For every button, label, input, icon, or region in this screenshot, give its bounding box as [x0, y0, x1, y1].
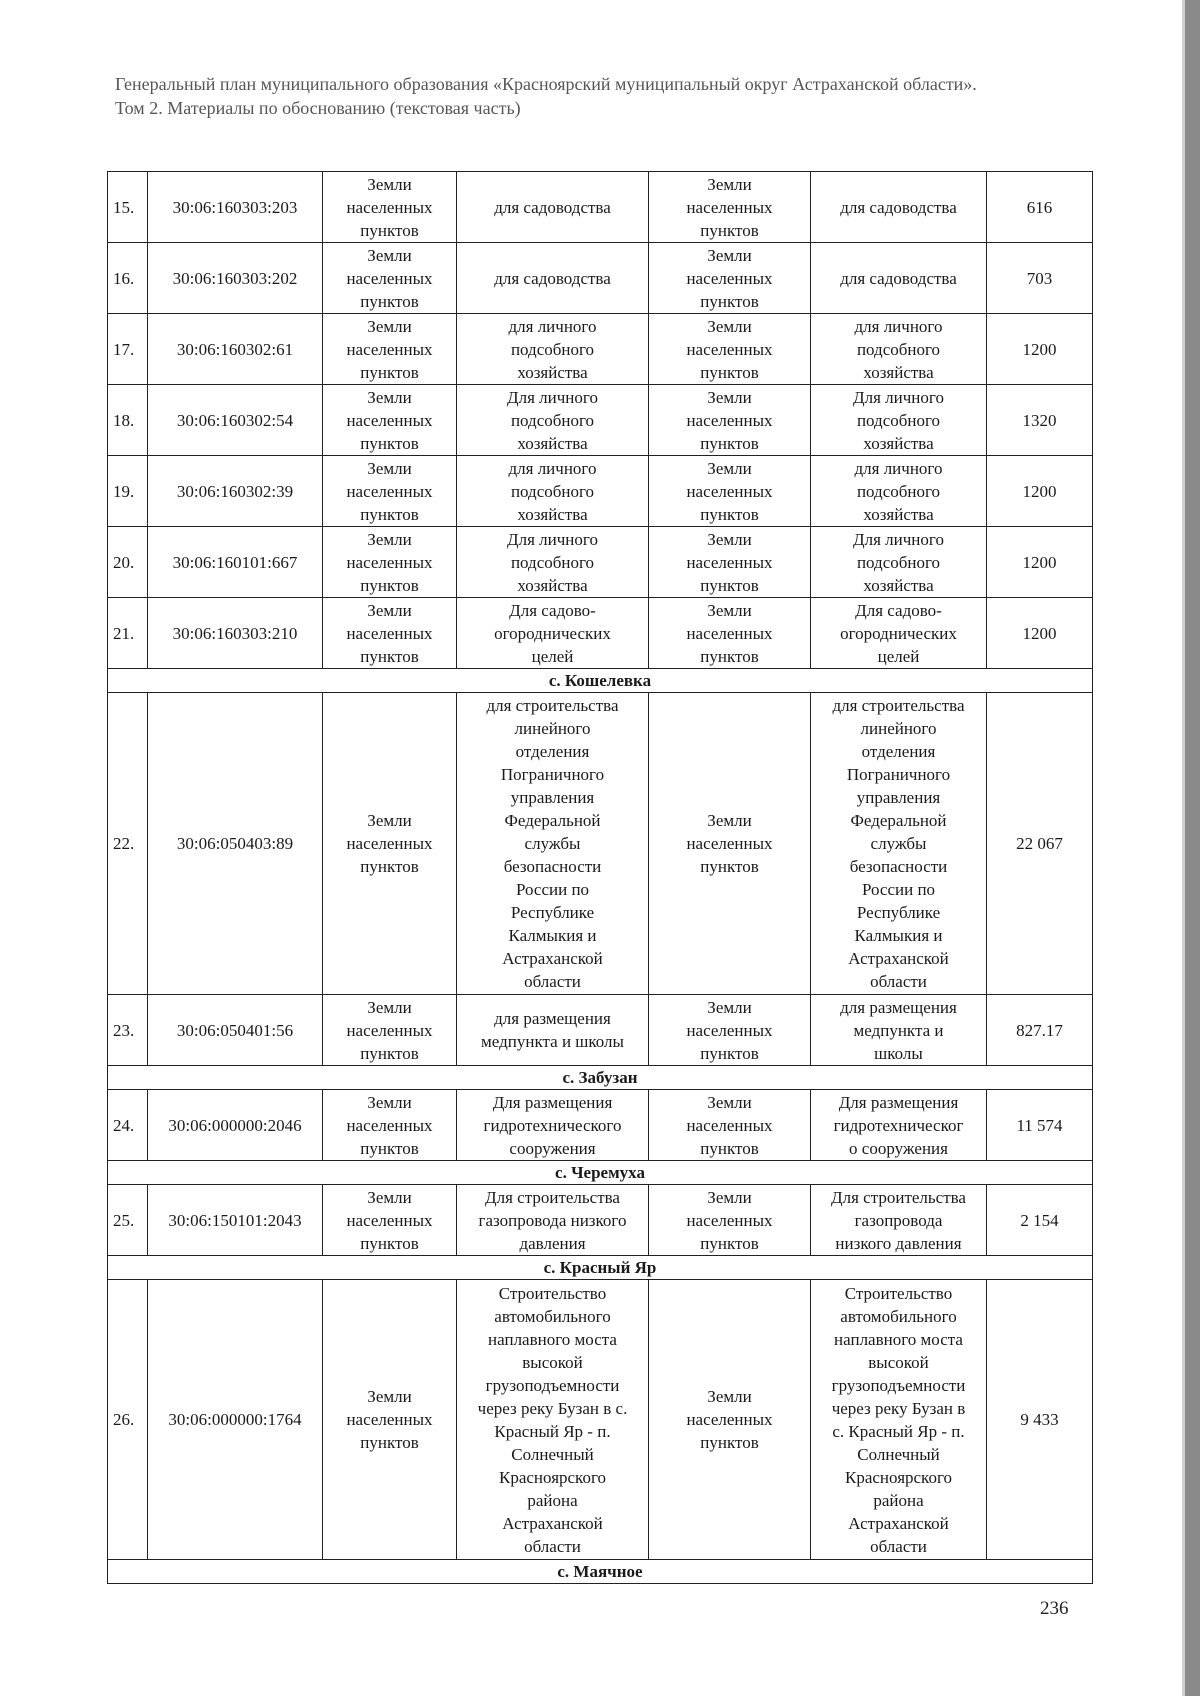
permitted-use-planned-cell-line: Республике — [856, 903, 941, 922]
row-number-cell: 26. — [108, 1280, 148, 1560]
land-category-planned-cell-line: населенных — [686, 1020, 773, 1040]
land-category-cell — [323, 1185, 457, 1256]
permitted-use-planned-cell-line: целей — [877, 646, 920, 666]
land-category-planned-cell-line: пунктов — [700, 291, 759, 311]
permitted-use-planned-cell-line: Для личного — [853, 529, 944, 549]
table-row — [108, 243, 1093, 314]
permitted-use-planned-cell — [811, 314, 987, 385]
land-category-cell-line: населенных — [346, 623, 433, 643]
row-number-cell: 19. — [108, 456, 148, 527]
permitted-use-planned-cell-line: хозяйства — [863, 575, 934, 595]
land-category-planned-cell-line: населенных — [686, 268, 773, 288]
land-category-cell-line: Земли — [367, 529, 412, 549]
land-category-cell-line: населенных — [346, 197, 433, 217]
land-category-planned-cell — [649, 1280, 811, 1560]
section-heading-row — [108, 1256, 1093, 1280]
permitted-use-cell-line: линейного — [514, 719, 591, 738]
land-category-planned-cell-line: населенных — [686, 1210, 773, 1230]
land-plots-table — [107, 171, 1093, 1584]
land-category-cell — [323, 995, 457, 1066]
permitted-use-planned-cell — [811, 1280, 987, 1560]
permitted-use-planned-cell-line: подсобного — [856, 481, 941, 501]
permitted-use-cell-line: через реку Бузан в с. — [477, 1398, 628, 1418]
land-category-cell-line: пунктов — [360, 504, 419, 524]
permitted-use-planned-cell-line: грузоподъемности — [831, 1375, 966, 1395]
land-category-cell-line: пунктов — [360, 362, 419, 382]
land-category-cell-line: Земли — [367, 1092, 412, 1112]
permitted-use-planned-cell-line: хозяйства — [863, 433, 934, 453]
permitted-use-planned-cell-line: через реку Бузан в — [831, 1398, 966, 1418]
land-category-planned-cell-line: населенных — [686, 552, 773, 572]
section-heading-row — [108, 1161, 1093, 1185]
permitted-use-planned-cell — [811, 995, 987, 1066]
permitted-use-planned-cell-line: Солнечный — [857, 1444, 940, 1464]
permitted-use-cell-line: области — [524, 1536, 581, 1556]
land-plots-table-body — [108, 172, 1093, 1584]
area-cell: 22 067 — [987, 693, 1093, 995]
permitted-use-planned-cell-line: хозяйства — [863, 504, 934, 524]
permitted-use-cell — [457, 314, 649, 385]
land-category-planned-cell-line: пунктов — [700, 433, 759, 453]
permitted-use-planned-cell — [811, 527, 987, 598]
permitted-use-cell-line: Федеральной — [504, 811, 601, 830]
land-category-planned-cell-line: Земли — [707, 245, 752, 265]
land-category-cell-line: пунктов — [360, 220, 419, 240]
land-category-planned-cell-line: пунктов — [700, 220, 759, 240]
table-row — [108, 172, 1093, 243]
permitted-use-cell-line: Астраханской — [502, 949, 603, 968]
page-edge-shadow — [1182, 0, 1200, 1696]
permitted-use-planned-cell-line: области — [870, 972, 927, 991]
land-category-cell — [323, 1090, 457, 1161]
permitted-use-planned-cell-line: наплавного моста — [834, 1329, 963, 1349]
permitted-use-cell-line: Пограничного — [500, 765, 605, 784]
land-category-planned-cell-line: Земли — [707, 316, 752, 336]
land-category-planned-cell-line: Земли — [707, 1187, 752, 1207]
permitted-use-planned-cell-line: подсобного — [856, 410, 941, 430]
land-category-planned-cell — [649, 385, 811, 456]
permitted-use-planned-cell-line: Для размещения — [838, 1092, 959, 1112]
permitted-use-planned-cell — [811, 172, 987, 243]
land-category-planned-cell — [649, 243, 811, 314]
permitted-use-cell-line: управления — [510, 788, 595, 807]
permitted-use-cell-line: для личного — [508, 316, 597, 336]
land-category-cell-line: Земли — [367, 387, 412, 407]
document-header — [115, 72, 1115, 120]
land-category-cell-line: населенных — [346, 268, 433, 288]
land-category-planned-cell-line: пунктов — [700, 1233, 759, 1253]
permitted-use-planned-cell-line: школы — [874, 1043, 923, 1063]
land-category-cell — [323, 598, 457, 669]
land-category-cell-line: Земли — [367, 600, 412, 620]
permitted-use-cell-line: подсобного — [510, 481, 595, 501]
land-category-cell-line: Земли — [367, 174, 412, 194]
land-category-cell — [323, 243, 457, 314]
area-cell: 9 433 — [987, 1280, 1093, 1560]
land-category-planned-cell-line: населенных — [686, 1410, 773, 1429]
permitted-use-planned-cell — [811, 1185, 987, 1256]
land-category-planned-cell — [649, 314, 811, 385]
area-cell: 1200 — [987, 456, 1093, 527]
permitted-use-cell-line: гидротехнического — [483, 1115, 622, 1135]
land-category-cell-line: пунктов — [360, 1043, 419, 1063]
row-number-cell: 21. — [108, 598, 148, 669]
table-row — [108, 314, 1093, 385]
land-category-cell — [323, 456, 457, 527]
land-category-planned-cell-line: населенных — [686, 197, 773, 217]
land-category-planned-cell — [649, 172, 811, 243]
land-category-cell — [323, 172, 457, 243]
cadastral-number-cell: 30:06:150101:2043 — [148, 1185, 323, 1256]
area-cell: 616 — [987, 172, 1093, 243]
permitted-use-cell-line: автомобильного — [494, 1306, 611, 1326]
land-category-planned-cell-line: пунктов — [700, 504, 759, 524]
permitted-use-planned-cell-line: Строительство — [844, 1283, 953, 1303]
land-category-cell-line: населенных — [346, 1410, 433, 1429]
land-category-cell-line: населенных — [346, 552, 433, 572]
permitted-use-cell-line: Республике — [510, 903, 595, 922]
permitted-use-cell — [457, 527, 649, 598]
land-category-planned-cell-line: населенных — [686, 834, 773, 853]
permitted-use-cell-line: высокой — [522, 1352, 583, 1372]
table-row — [108, 693, 1093, 995]
land-category-cell-line: населенных — [346, 1210, 433, 1230]
land-category-planned-cell-line: пунктов — [700, 575, 759, 595]
land-category-cell-line: пунктов — [360, 433, 419, 453]
area-cell: 1200 — [987, 314, 1093, 385]
section-heading-row — [108, 669, 1093, 693]
permitted-use-planned-cell-line: Для личного — [853, 387, 944, 407]
row-number-cell: 18. — [108, 385, 148, 456]
section-title: с. Красный Яр — [108, 1256, 1093, 1280]
cadastral-number-cell: 30:06:160303:210 — [148, 598, 323, 669]
permitted-use-planned-cell-line: района — [873, 1490, 924, 1510]
permitted-use-cell-line: района — [527, 1490, 578, 1510]
permitted-use-cell-line: области — [524, 972, 581, 991]
permitted-use-planned-cell-line: России по — [861, 880, 936, 899]
land-category-planned-cell-line: населенных — [686, 481, 773, 501]
permitted-use-cell-line: сооружения — [509, 1138, 596, 1158]
permitted-use-planned-cell-line: автомобильного — [840, 1306, 957, 1326]
land-category-cell-line: пунктов — [360, 1233, 419, 1253]
permitted-use-planned-cell — [811, 456, 987, 527]
permitted-use-cell — [457, 243, 649, 314]
table-row — [108, 1090, 1093, 1161]
land-category-planned-cell-line: пунктов — [700, 1138, 759, 1158]
land-category-cell-line: Земли — [367, 1387, 412, 1406]
permitted-use-planned-cell-line: Астраханской — [848, 1513, 949, 1533]
land-category-cell-line: пунктов — [360, 857, 419, 876]
page-number: 236 — [1040, 1598, 1069, 1619]
land-category-cell-line: пунктов — [360, 646, 419, 666]
land-category-cell — [323, 693, 457, 995]
cadastral-number-cell: 30:06:160303:202 — [148, 243, 323, 314]
permitted-use-cell-line: газопровода низкого — [478, 1210, 627, 1230]
land-category-cell-line: Земли — [367, 458, 412, 478]
permitted-use-cell-line: службы — [524, 834, 581, 853]
area-cell: 703 — [987, 243, 1093, 314]
permitted-use-planned-cell-line: для размещения — [840, 997, 957, 1017]
permitted-use-cell-line: для строительства — [486, 696, 619, 715]
section-title: с. Черемуха — [108, 1161, 1093, 1185]
row-number-cell: 23. — [108, 995, 148, 1066]
section-heading-row — [108, 1066, 1093, 1090]
permitted-use-cell — [457, 385, 649, 456]
table-row — [108, 385, 1093, 456]
permitted-use-planned-cell-line: газопровода — [854, 1210, 943, 1230]
permitted-use-planned-cell-line: для садоводства — [840, 268, 957, 288]
area-cell: 1200 — [987, 527, 1093, 598]
table-row — [108, 1280, 1093, 1560]
permitted-use-planned-cell-line: области — [870, 1536, 927, 1556]
row-number-cell: 20. — [108, 527, 148, 598]
area-cell: 2 154 — [987, 1185, 1093, 1256]
permitted-use-cell-line: огороднических — [494, 623, 611, 643]
land-category-planned-cell-line: Земли — [707, 529, 752, 549]
permitted-use-planned-cell-line: для личного — [854, 458, 943, 478]
permitted-use-planned-cell-line: безопасности — [849, 857, 948, 876]
land-category-planned-cell-line: пунктов — [700, 857, 759, 876]
permitted-use-cell-line: Для личного — [507, 387, 598, 407]
permitted-use-planned-cell-line: Пограничного — [846, 765, 951, 784]
permitted-use-planned-cell-line: Для строительства — [831, 1187, 966, 1207]
permitted-use-cell-line: грузоподъемности — [485, 1375, 620, 1395]
land-category-planned-cell-line: пунктов — [700, 1043, 759, 1063]
area-cell: 1320 — [987, 385, 1093, 456]
table-row — [108, 527, 1093, 598]
permitted-use-cell-line: России по — [515, 880, 590, 899]
row-number-cell: 24. — [108, 1090, 148, 1161]
permitted-use-planned-cell-line: высокой — [868, 1352, 929, 1372]
permitted-use-cell — [457, 1185, 649, 1256]
permitted-use-planned-cell-line: о сооружения — [849, 1138, 948, 1158]
permitted-use-planned-cell-line: с. Красный Яр - п. — [832, 1421, 965, 1441]
permitted-use-planned-cell-line: Для садово- — [855, 600, 942, 620]
permitted-use-planned-cell — [811, 243, 987, 314]
cadastral-number-cell: 30:06:160302:54 — [148, 385, 323, 456]
permitted-use-planned-cell-line: низкого давления — [835, 1233, 962, 1253]
land-category-planned-cell — [649, 995, 811, 1066]
land-category-cell-line: Земли — [367, 316, 412, 336]
permitted-use-planned-cell — [811, 693, 987, 995]
land-category-planned-cell — [649, 598, 811, 669]
permitted-use-cell — [457, 172, 649, 243]
land-category-planned-cell — [649, 456, 811, 527]
land-category-planned-cell-line: пунктов — [700, 646, 759, 666]
permitted-use-planned-cell-line: отделения — [861, 742, 936, 761]
cadastral-number-cell: 30:06:160302:39 — [148, 456, 323, 527]
permitted-use-planned-cell-line: для строительства — [832, 696, 965, 715]
land-category-cell-line: населенных — [346, 1020, 433, 1040]
land-category-planned-cell-line: Земли — [707, 997, 752, 1017]
land-category-planned-cell-line: пунктов — [700, 362, 759, 382]
land-category-cell-line: пунктов — [360, 1138, 419, 1158]
permitted-use-cell-line: хозяйства — [517, 433, 588, 453]
header-line-1: Генеральный план муниципального образования «Красноярский муниципальный округ Астраханской области». — [115, 74, 977, 94]
permitted-use-planned-cell-line: Федеральной — [850, 811, 947, 830]
land-category-planned-cell-line: Земли — [707, 387, 752, 407]
permitted-use-planned-cell-line: Калмыкия и — [854, 926, 943, 945]
permitted-use-cell-line: хозяйства — [517, 504, 588, 524]
permitted-use-cell-line: давления — [519, 1233, 586, 1253]
permitted-use-planned-cell-line: управления — [856, 788, 941, 807]
permitted-use-planned-cell-line: огороднических — [840, 623, 957, 643]
area-cell: 827.17 — [987, 995, 1093, 1066]
permitted-use-cell-line: целей — [531, 646, 574, 666]
permitted-use-cell — [457, 598, 649, 669]
header-line-2: Том 2. Материалы по обоснованию (текстовая часть) — [115, 98, 521, 118]
permitted-use-planned-cell-line: для садоводства — [840, 197, 957, 217]
land-category-cell-line: населенных — [346, 481, 433, 501]
land-category-planned-cell-line: населенных — [686, 339, 773, 359]
land-category-cell-line: Земли — [367, 245, 412, 265]
land-category-cell-line: населенных — [346, 339, 433, 359]
table-row — [108, 456, 1093, 527]
land-category-planned-cell — [649, 1090, 811, 1161]
land-category-planned-cell — [649, 1185, 811, 1256]
permitted-use-cell-line: для садоводства — [494, 197, 611, 217]
land-category-cell-line: Земли — [367, 997, 412, 1017]
permitted-use-cell-line: для садоводства — [494, 268, 611, 288]
permitted-use-planned-cell-line: медпункта и — [853, 1020, 944, 1040]
land-category-cell-line: пунктов — [360, 1433, 419, 1452]
permitted-use-planned-cell-line: линейного — [860, 719, 937, 738]
permitted-use-planned-cell — [811, 598, 987, 669]
permitted-use-cell-line: Для садово- — [509, 600, 596, 620]
permitted-use-cell-line: подсобного — [510, 339, 595, 359]
permitted-use-cell-line: хозяйства — [517, 575, 588, 595]
permitted-use-planned-cell-line: гидротехническог — [833, 1115, 964, 1135]
permitted-use-planned-cell-line: подсобного — [856, 339, 941, 359]
land-category-planned-cell-line: Земли — [707, 458, 752, 478]
area-cell: 11 574 — [987, 1090, 1093, 1161]
permitted-use-planned-cell-line: Астраханской — [848, 949, 949, 968]
permitted-use-cell — [457, 1090, 649, 1161]
land-category-cell-line: населенных — [346, 834, 433, 853]
permitted-use-planned-cell-line: Красноярского — [844, 1467, 952, 1487]
row-number-cell: 16. — [108, 243, 148, 314]
row-number-cell: 25. — [108, 1185, 148, 1256]
land-category-cell-line: Земли — [367, 1187, 412, 1207]
permitted-use-cell — [457, 995, 649, 1066]
land-category-planned-cell-line: пунктов — [700, 1433, 759, 1452]
section-heading-row — [108, 1560, 1093, 1584]
permitted-use-cell-line: хозяйства — [517, 362, 588, 382]
land-category-cell — [323, 385, 457, 456]
permitted-use-cell-line: Красный Яр - п. — [494, 1421, 611, 1441]
land-category-planned-cell-line: Земли — [707, 600, 752, 620]
permitted-use-cell-line: Для строительства — [485, 1187, 620, 1207]
land-category-cell — [323, 527, 457, 598]
permitted-use-cell-line: Красноярского — [498, 1467, 606, 1487]
cadastral-number-cell: 30:06:160101:667 — [148, 527, 323, 598]
section-title: с. Забузан — [108, 1066, 1093, 1090]
land-category-planned-cell — [649, 527, 811, 598]
permitted-use-cell-line: для размещения — [494, 1009, 611, 1028]
land-category-planned-cell-line: Земли — [707, 811, 752, 830]
cadastral-number-cell: 30:06:000000:2046 — [148, 1090, 323, 1161]
table-row — [108, 1185, 1093, 1256]
cadastral-number-cell: 30:06:050401:56 — [148, 995, 323, 1066]
permitted-use-planned-cell-line: хозяйства — [863, 362, 934, 382]
permitted-use-cell-line: Калмыкия и — [508, 926, 597, 945]
permitted-use-cell-line: медпункта и школы — [481, 1032, 624, 1051]
cadastral-number-cell: 30:06:160302:61 — [148, 314, 323, 385]
cadastral-number-cell: 30:06:160303:203 — [148, 172, 323, 243]
permitted-use-planned-cell-line: подсобного — [856, 552, 941, 572]
permitted-use-cell-line: Для размещения — [492, 1092, 613, 1112]
row-number-cell: 17. — [108, 314, 148, 385]
permitted-use-cell-line: Астраханской — [502, 1513, 603, 1533]
permitted-use-cell-line: для личного — [508, 458, 597, 478]
permitted-use-cell-line: наплавного моста — [488, 1329, 617, 1349]
permitted-use-planned-cell — [811, 385, 987, 456]
permitted-use-planned-cell-line: службы — [870, 834, 927, 853]
permitted-use-cell-line: Солнечный — [511, 1444, 594, 1464]
land-category-planned-cell-line: Земли — [707, 1092, 752, 1112]
permitted-use-cell — [457, 1280, 649, 1560]
land-category-cell-line: пунктов — [360, 575, 419, 595]
land-category-planned-cell-line: населенных — [686, 410, 773, 430]
section-title: с. Кошелевка — [108, 669, 1093, 693]
land-category-planned-cell — [649, 693, 811, 995]
permitted-use-planned-cell-line: для личного — [854, 316, 943, 336]
permitted-use-cell — [457, 693, 649, 995]
row-number-cell: 22. — [108, 693, 148, 995]
land-category-cell-line: Земли — [367, 811, 412, 830]
section-title: с. Маячное — [108, 1560, 1093, 1584]
table-row — [108, 995, 1093, 1066]
permitted-use-cell-line: Строительство — [498, 1283, 607, 1303]
cadastral-number-cell: 30:06:000000:1764 — [148, 1280, 323, 1560]
permitted-use-cell-line: безопасности — [503, 857, 602, 876]
cadastral-number-cell: 30:06:050403:89 — [148, 693, 323, 995]
permitted-use-cell — [457, 456, 649, 527]
land-category-cell-line: населенных — [346, 410, 433, 430]
permitted-use-cell-line: подсобного — [510, 552, 595, 572]
land-category-planned-cell-line: населенных — [686, 1115, 773, 1135]
area-cell: 1200 — [987, 598, 1093, 669]
row-number-cell: 15. — [108, 172, 148, 243]
land-category-cell-line: пунктов — [360, 291, 419, 311]
land-category-planned-cell-line: населенных — [686, 623, 773, 643]
land-category-cell — [323, 1280, 457, 1560]
permitted-use-cell-line: подсобного — [510, 410, 595, 430]
land-category-planned-cell-line: Земли — [707, 174, 752, 194]
land-category-cell-line: населенных — [346, 1115, 433, 1135]
permitted-use-cell-line: отделения — [515, 742, 590, 761]
table-row — [108, 598, 1093, 669]
land-category-planned-cell-line: Земли — [707, 1387, 752, 1406]
permitted-use-planned-cell — [811, 1090, 987, 1161]
permitted-use-cell-line: Для личного — [507, 529, 598, 549]
land-category-cell — [323, 314, 457, 385]
